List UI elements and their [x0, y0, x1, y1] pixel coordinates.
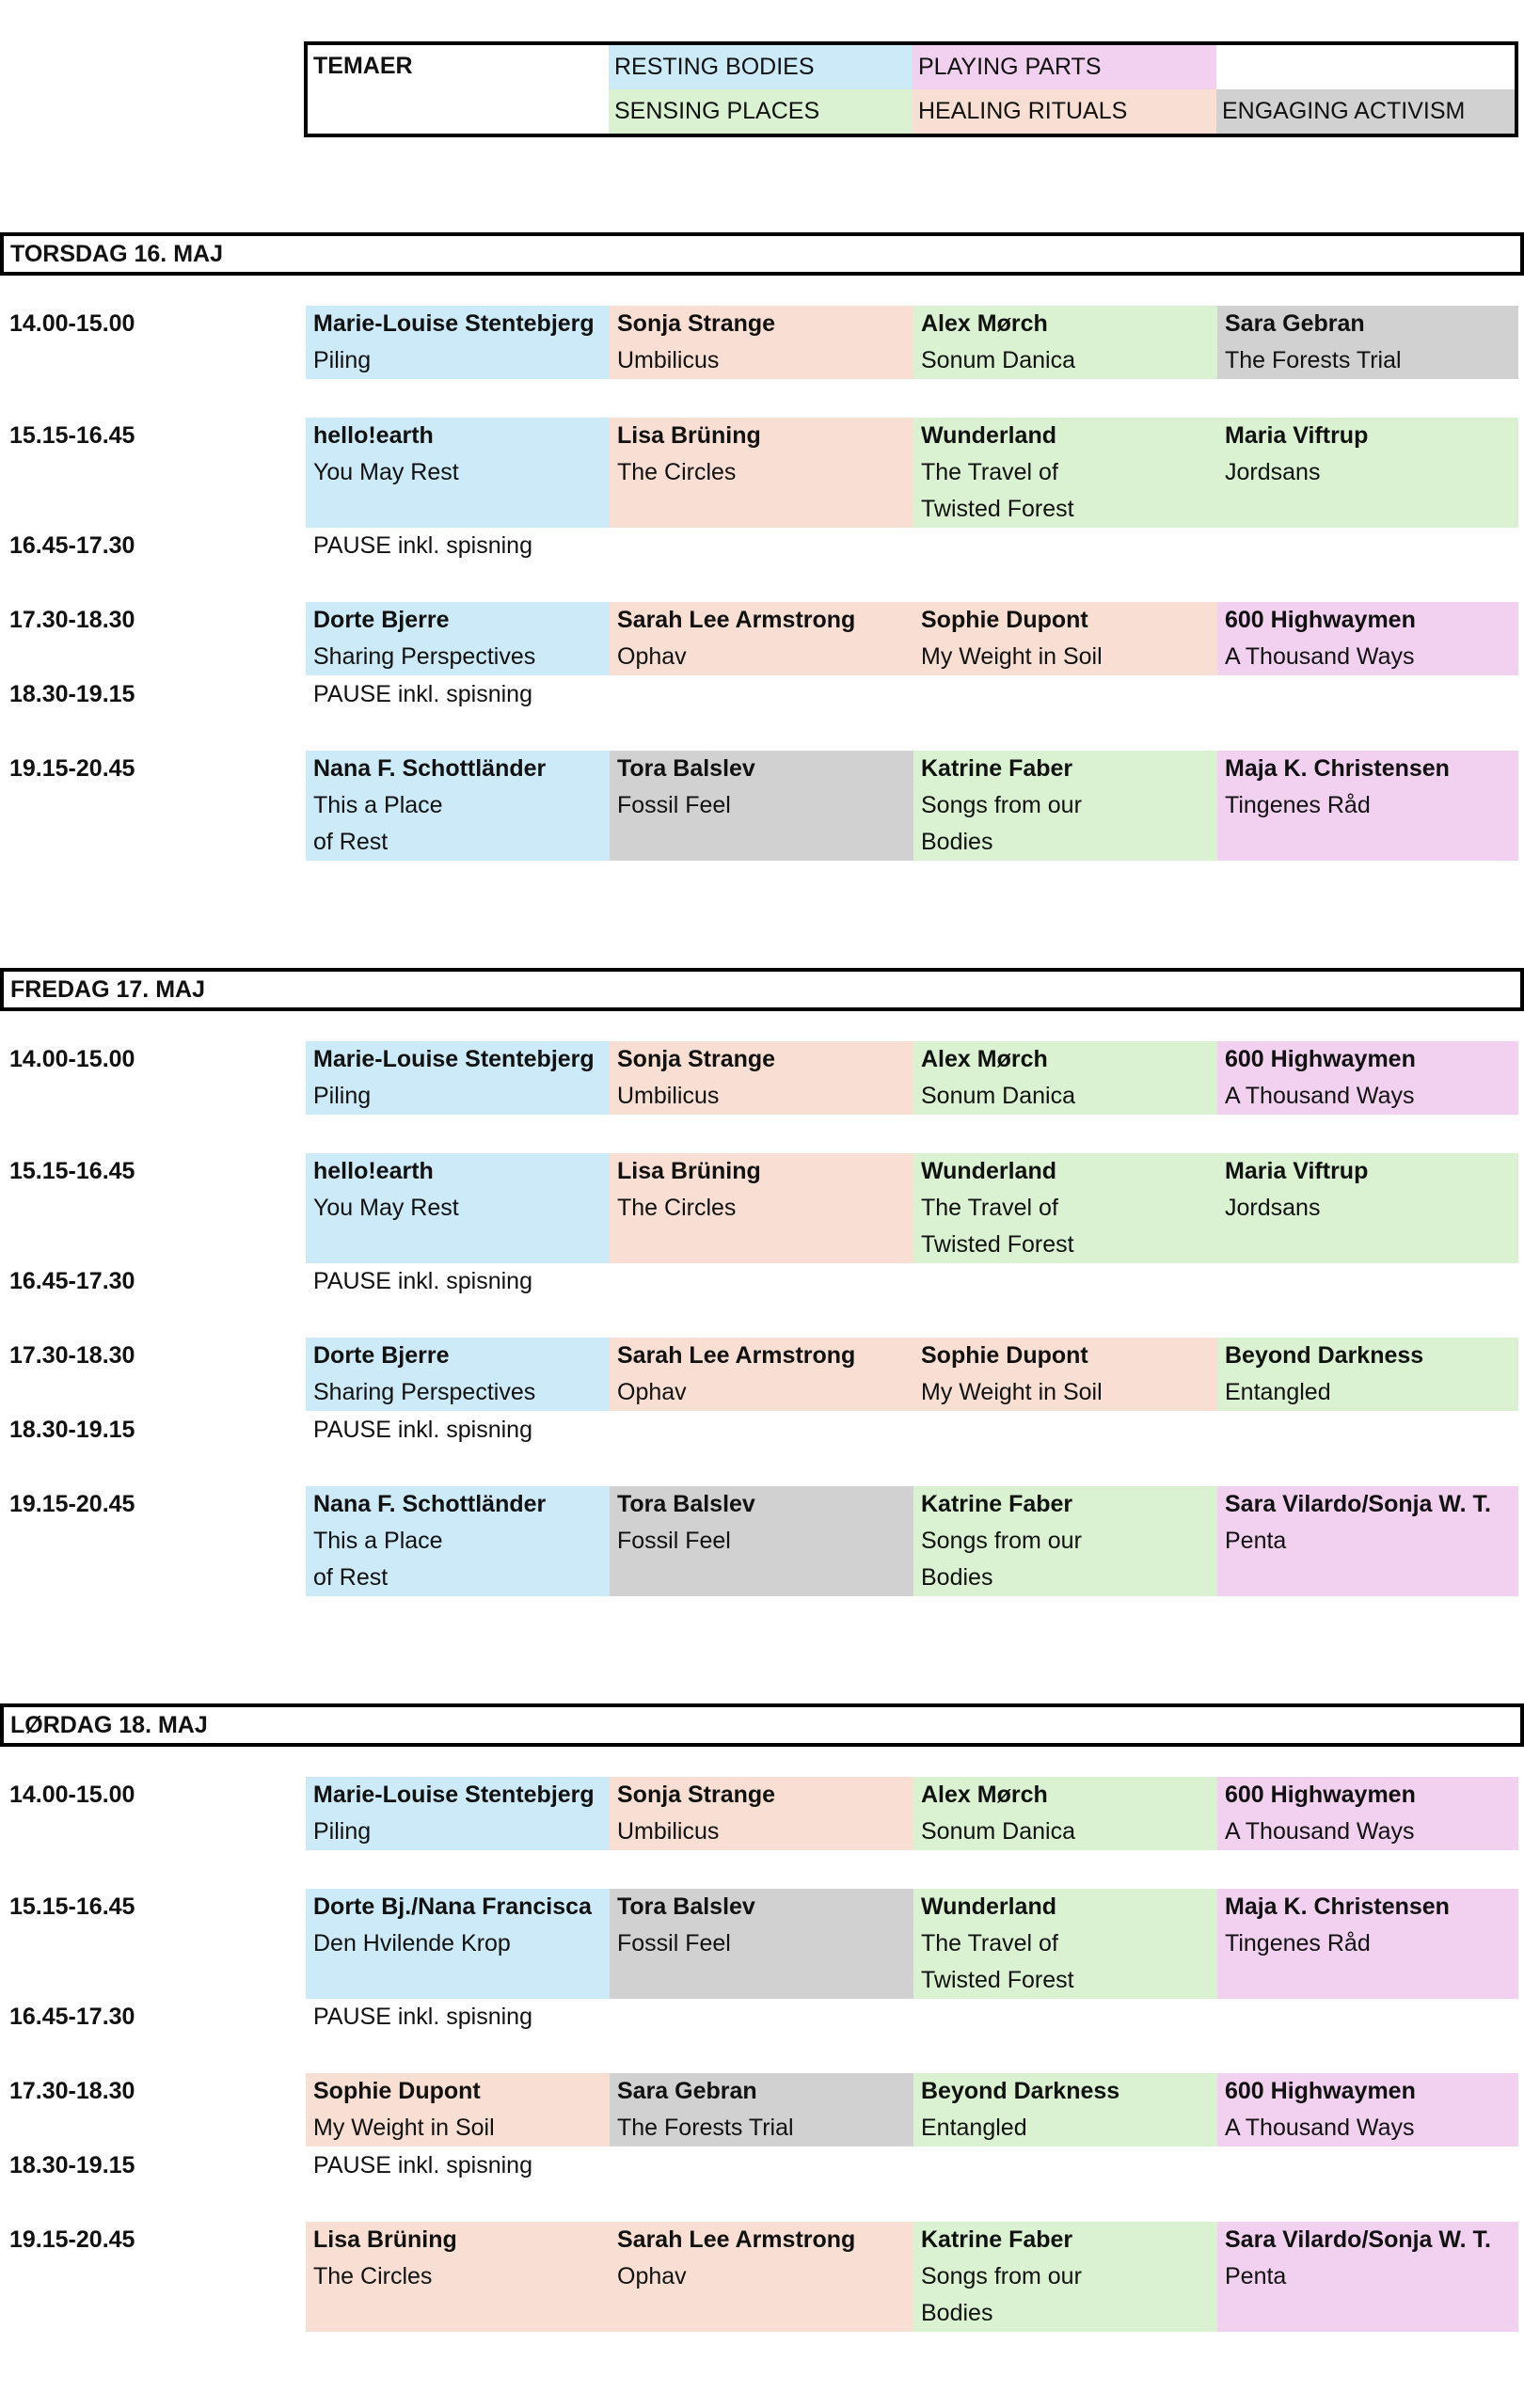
work-title: Sharing Perspectives: [313, 1379, 536, 1405]
artist-name: 600 Highwaymen: [1225, 1782, 1416, 1808]
work-title: The Travel of: [921, 1930, 1058, 1956]
artist-name: Dorte Bjerre: [313, 607, 450, 633]
artist-name: Sarah Lee Armstrong: [617, 1342, 856, 1369]
performance-cell: [610, 1041, 913, 1115]
performance-cell: [913, 1777, 1217, 1850]
theme-activism: ENGAGING ACTIVISM: [1216, 89, 1515, 134]
performance-cell: [306, 1777, 610, 1850]
work-title: This a Place: [313, 1528, 443, 1554]
work-title: My Weight in Soil: [921, 643, 1103, 670]
performance-cell: [1217, 1041, 1518, 1115]
theme-sensing: SENSING PLACES: [609, 89, 913, 134]
time-slot-label: 18.30-19.15: [9, 681, 135, 707]
work-title: Fossil Feel: [617, 1528, 731, 1554]
pause-label: PAUSE inkl. spisning: [313, 1268, 532, 1294]
time-slot-label: 16.45-17.30: [9, 532, 135, 559]
themes-title: TEMAER: [313, 53, 413, 79]
work-title: The Circles: [313, 2263, 433, 2289]
artist-name: Beyond Darkness: [921, 2078, 1120, 2104]
work-title-line2: of Rest: [313, 1564, 389, 1591]
performance-cell: [306, 2073, 610, 2147]
artist-name: Tora Balslev: [617, 755, 755, 782]
pause-label: PAUSE inkl. spisning: [313, 532, 532, 559]
performance-cell: [913, 418, 1217, 528]
pause-label: PAUSE inkl. spisning: [313, 681, 532, 707]
work-title-line2: Bodies: [921, 2300, 993, 2326]
artist-name: Sara Vilardo/Sonja W. T.: [1225, 2226, 1491, 2253]
artist-name: Maria Viftrup: [1225, 422, 1369, 449]
artist-name: Sara Gebran: [1225, 310, 1365, 337]
work-title: Ophav: [617, 2263, 687, 2289]
work-title: Umbilicus: [617, 1818, 720, 1845]
performance-cell: [1217, 1889, 1518, 1999]
work-title: Penta: [1225, 2263, 1287, 2289]
time-slot-label: 18.30-19.15: [9, 2152, 135, 2178]
work-title: The Travel of: [921, 459, 1058, 485]
time-slot-label: 18.30-19.15: [9, 1417, 135, 1443]
artist-name: Lisa Brüning: [313, 2226, 457, 2253]
work-title: Entangled: [921, 2115, 1027, 2141]
work-title-line2: Twisted Forest: [921, 1967, 1074, 1993]
artist-name: Maja K. Christensen: [1225, 1893, 1450, 1920]
artist-name: Lisa Brüning: [617, 1158, 761, 1184]
artist-name: Wunderland: [921, 1893, 1056, 1920]
work-title: Den Hvilende Krop: [313, 1930, 511, 1956]
artist-name: 600 Highwaymen: [1225, 2078, 1416, 2104]
artist-name: Sara Gebran: [617, 2078, 757, 2104]
performance-cell: [913, 1041, 1217, 1115]
performance-cell: [913, 306, 1217, 379]
artist-name: Beyond Darkness: [1225, 1342, 1424, 1369]
performance-cell: [306, 602, 610, 675]
legend-empty-cell: [1216, 45, 1515, 89]
artist-name: Wunderland: [921, 1158, 1056, 1184]
artist-name: Sophie Dupont: [921, 607, 1088, 633]
theme-healing: HEALING RITUALS: [913, 89, 1216, 134]
performance-cell: [610, 418, 913, 528]
performance-cell: [306, 2222, 610, 2332]
performance-cell: [610, 2222, 913, 2332]
work-title: Songs from our: [921, 1528, 1082, 1554]
work-title: Entangled: [1225, 1379, 1331, 1405]
artist-name: Alex Mørch: [921, 1046, 1048, 1072]
artist-name: Nana F. Schottländer: [313, 1491, 547, 1517]
artist-name: Dorte Bjerre: [313, 1342, 450, 1369]
work-title: The Forests Trial: [1225, 347, 1402, 373]
work-title-line2: Bodies: [921, 1564, 993, 1591]
work-title: Tingenes Råd: [1225, 792, 1371, 818]
performance-cell: [1217, 751, 1518, 861]
work-title: Jordsans: [1225, 459, 1321, 485]
time-slot-label: 16.45-17.30: [9, 1268, 135, 1294]
work-title: Fossil Feel: [617, 792, 731, 818]
work-title: Songs from our: [921, 792, 1082, 818]
artist-name: Sarah Lee Armstrong: [617, 2226, 856, 2253]
performance-cell: [913, 1486, 1217, 1596]
work-title: A Thousand Ways: [1225, 1083, 1415, 1109]
work-title: Songs from our: [921, 2263, 1082, 2289]
time-slot-label: 15.15-16.45: [9, 1893, 135, 1920]
artist-name: Marie-Louise Stentebjerg: [313, 310, 595, 337]
day-header: LØRDAG 18. MAJ: [0, 1703, 1524, 1747]
artist-name: 600 Highwaymen: [1225, 1046, 1416, 1072]
time-slot-label: 14.00-15.00: [9, 1046, 135, 1072]
work-title: Jordsans: [1225, 1195, 1321, 1221]
performance-cell: [913, 2073, 1217, 2147]
work-title: A Thousand Ways: [1225, 2115, 1415, 2141]
performance-cell: [610, 602, 913, 675]
time-slot-label: 17.30-18.30: [9, 607, 135, 633]
work-title: The Circles: [617, 459, 737, 485]
performance-cell: [913, 2222, 1217, 2332]
work-title: You May Rest: [313, 459, 459, 485]
performance-cell: [913, 602, 1217, 675]
performance-cell: [1217, 1486, 1518, 1596]
work-title-line2: of Rest: [313, 829, 389, 855]
time-slot-label: 19.15-20.45: [9, 755, 135, 782]
work-title: The Circles: [617, 1195, 737, 1221]
performance-cell: [306, 306, 610, 379]
artist-name: Dorte Bj./Nana Francisca: [313, 1893, 592, 1920]
artist-name: Sophie Dupont: [921, 1342, 1088, 1369]
time-slot-label: 15.15-16.45: [9, 1158, 135, 1184]
artist-name: hello!earth: [313, 422, 434, 449]
artist-name: Sonja Strange: [617, 1046, 776, 1072]
performance-cell: [306, 418, 610, 528]
work-title: Sonum Danica: [921, 1083, 1075, 1109]
artist-name: Sarah Lee Armstrong: [617, 607, 856, 633]
work-title: Piling: [313, 1083, 372, 1109]
performance-cell: [610, 1889, 913, 1999]
time-slot-label: 16.45-17.30: [9, 2004, 135, 2030]
time-slot-label: 19.15-20.45: [9, 1491, 135, 1517]
artist-name: Lisa Brüning: [617, 422, 761, 449]
performance-cell: [913, 1889, 1217, 1999]
work-title: Umbilicus: [617, 1083, 720, 1109]
artist-name: hello!earth: [313, 1158, 434, 1184]
performance-cell: [1217, 2222, 1518, 2332]
artist-name: Sonja Strange: [617, 1782, 776, 1808]
performance-cell: [610, 1338, 913, 1411]
performance-cell: [610, 1153, 913, 1263]
pause-label: PAUSE inkl. spisning: [313, 2004, 532, 2030]
pause-label: PAUSE inkl. spisning: [313, 1417, 532, 1443]
performance-cell: [913, 751, 1217, 861]
artist-name: Marie-Louise Stentebjerg: [313, 1782, 595, 1808]
performance-cell: [610, 1777, 913, 1850]
artist-name: Tora Balslev: [617, 1893, 755, 1920]
work-title: Sonum Danica: [921, 1818, 1075, 1845]
work-title: You May Rest: [313, 1195, 459, 1221]
time-slot-label: 15.15-16.45: [9, 422, 135, 449]
day-header: FREDAG 17. MAJ: [0, 968, 1524, 1011]
work-title: Sharing Perspectives: [313, 643, 536, 670]
performance-cell: [306, 751, 610, 861]
work-title: Piling: [313, 1818, 372, 1845]
artist-name: Alex Mørch: [921, 310, 1048, 337]
theme-resting: RESTING BODIES: [609, 45, 913, 89]
performance-cell: [610, 306, 913, 379]
work-title: Ophav: [617, 643, 687, 670]
time-slot-label: 14.00-15.00: [9, 310, 135, 337]
time-slot-label: 17.30-18.30: [9, 1342, 135, 1369]
artist-name: Katrine Faber: [921, 1491, 1073, 1517]
artist-name: Alex Mørch: [921, 1782, 1048, 1808]
work-title: Sonum Danica: [921, 347, 1075, 373]
performance-cell: [1217, 2073, 1518, 2147]
performance-cell: [1217, 418, 1518, 528]
performance-cell: [1217, 306, 1518, 379]
performance-cell: [306, 1153, 610, 1263]
day-header: TORSDAG 16. MAJ: [0, 232, 1524, 276]
performance-cell: [610, 2073, 913, 2147]
artist-name: Wunderland: [921, 422, 1056, 449]
work-title: Ophav: [617, 1379, 687, 1405]
work-title: This a Place: [313, 792, 443, 818]
artist-name: Maja K. Christensen: [1225, 755, 1450, 782]
performance-cell: [1217, 1777, 1518, 1850]
time-slot-label: 14.00-15.00: [9, 1782, 135, 1808]
performance-cell: [913, 1153, 1217, 1263]
artist-name: Sonja Strange: [617, 310, 776, 337]
artist-name: Katrine Faber: [921, 755, 1073, 782]
performance-cell: [1217, 602, 1518, 675]
work-title: My Weight in Soil: [921, 1379, 1103, 1405]
performance-cell: [610, 1486, 913, 1596]
work-title: Umbilicus: [617, 347, 720, 373]
performance-cell: [913, 1338, 1217, 1411]
work-title: The Travel of: [921, 1195, 1058, 1221]
theme-playing: PLAYING PARTS: [913, 45, 1216, 89]
work-title: The Forests Trial: [617, 2115, 794, 2141]
work-title: Fossil Feel: [617, 1930, 731, 1956]
work-title-line2: Twisted Forest: [921, 496, 1074, 522]
artist-name: Katrine Faber: [921, 2226, 1073, 2253]
work-title: A Thousand Ways: [1225, 1818, 1415, 1845]
performance-cell: [306, 1041, 610, 1115]
performance-cell: [306, 1338, 610, 1411]
work-title: Piling: [313, 347, 372, 373]
performance-cell: [1217, 1153, 1518, 1263]
pause-label: PAUSE inkl. spisning: [313, 2152, 532, 2178]
artist-name: Sophie Dupont: [313, 2078, 481, 2104]
work-title: Tingenes Råd: [1225, 1930, 1371, 1956]
themes-legend: [304, 41, 1518, 137]
artist-name: Nana F. Schottländer: [313, 755, 547, 782]
work-title: My Weight in Soil: [313, 2115, 495, 2141]
performance-cell: [610, 751, 913, 861]
work-title: A Thousand Ways: [1225, 643, 1415, 670]
performance-cell: [1217, 1338, 1518, 1411]
artist-name: 600 Highwaymen: [1225, 607, 1416, 633]
time-slot-label: 19.15-20.45: [9, 2226, 135, 2253]
artist-name: Sara Vilardo/Sonja W. T.: [1225, 1491, 1491, 1517]
artist-name: Tora Balslev: [617, 1491, 755, 1517]
artist-name: Maria Viftrup: [1225, 1158, 1369, 1184]
performance-cell: [306, 1889, 610, 1999]
artist-name: Marie-Louise Stentebjerg: [313, 1046, 595, 1072]
time-slot-label: 17.30-18.30: [9, 2078, 135, 2104]
performance-cell: [306, 1486, 610, 1596]
work-title: Penta: [1225, 1528, 1287, 1554]
work-title-line2: Twisted Forest: [921, 1231, 1074, 1258]
work-title-line2: Bodies: [921, 829, 993, 855]
